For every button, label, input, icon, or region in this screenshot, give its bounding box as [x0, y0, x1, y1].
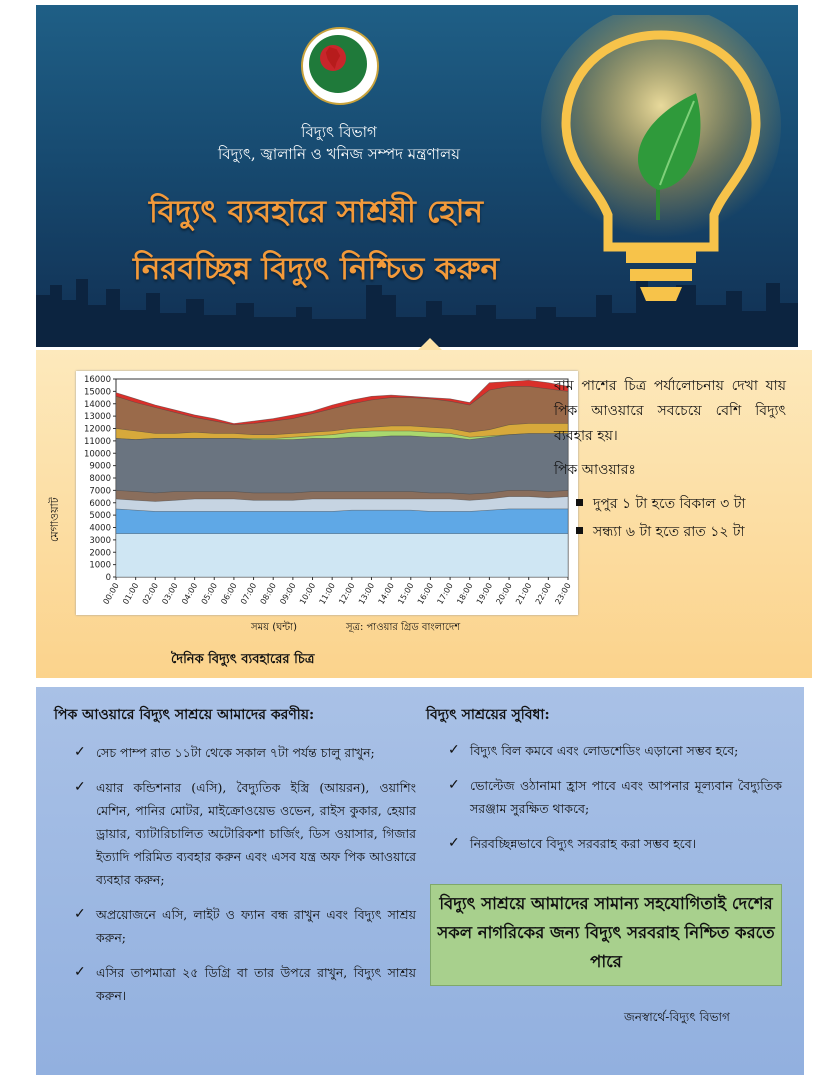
checkmark-icon: ✓: [74, 744, 86, 760]
y-tick-label: 15000: [83, 387, 111, 398]
ministry-name: বিদ্যুৎ, জ্বালানি ও খনিজ সম্পদ মন্ত্রণালয়: [218, 145, 460, 163]
x-tick-label: 00:00: [101, 581, 121, 606]
x-tick-label: 12:00: [337, 581, 357, 606]
x-tick-label: 10:00: [297, 581, 318, 606]
benefits-list: [448, 739, 782, 867]
x-tick-label: 23:00: [553, 581, 573, 606]
tips-panel: [36, 687, 804, 1075]
area-series: [116, 534, 568, 577]
x-tick-label: 17:00: [435, 581, 455, 606]
x-tick-label: 21:00: [514, 581, 534, 606]
y-tick-label: 6000: [89, 498, 111, 509]
callout-box: বিদ্যুৎ সাশ্রয়ে আমাদের সামান্য সহযোগিতাই দেশের সকল নাগরিকের জন্য বিদ্যুৎ সরবরাহ নিশ্চিত করতে পারে: [430, 884, 782, 986]
x-tick-label: 06:00: [219, 581, 239, 606]
slogan-line-2: নিরবচ্ছিন্ন বিদ্যুৎ নিশ্চিত করুন: [133, 251, 499, 287]
peak-hour-item: [576, 492, 745, 516]
x-tick-label: 22:00: [533, 581, 554, 606]
observation-text: বাম পাশের চিত্র পর্যালোচনায় দেখা যায় পিক আওয়ারে সবচেয়ে বেশি বিদ্যুৎ ব্যবহার হয়।: [554, 378, 786, 444]
list-item: [74, 776, 416, 891]
list-item: [448, 739, 782, 762]
checkmark-icon: ✓: [74, 779, 86, 795]
y-tick-label: 3000: [89, 535, 111, 546]
peak-hour-text: দুপুর ১ টা হতে বিকাল ৩ টা: [593, 496, 746, 512]
load-curve-chart: [76, 371, 578, 615]
list-item-text: অপ্রয়োজনে এসি, লাইট ও ফ্যান বন্ধ রাখুন এবং বিদ্যুৎ সাশ্রয় করুন;: [96, 907, 416, 945]
checkmark-icon: ✓: [448, 835, 460, 851]
x-tick-label: 16:00: [415, 581, 436, 606]
x-tick-label: 05:00: [199, 581, 219, 606]
government-seal-icon: [301, 27, 379, 105]
list-item-text: ভোল্টেজ ওঠানামা হ্রাস পাবে এবং আপনার মূল্যবান বৈদ্যুতিক সরঞ্জাম সুরক্ষিত থাকবে;: [470, 778, 782, 816]
list-item: [74, 741, 416, 764]
chart-container: [76, 371, 578, 615]
list-item-text: এয়ার কন্ডিশনার (এসি), বৈদ্যুতিক ইস্ত্রি (আয়রন), ওয়াশিং মেশিন, পানির মোটর, মাইক্রোওয়েভ ওভেন, রাইস কুকার, হেয়ার ড্রায়ার, ব্যাটারিচালিত অটোরিকশা চার্জিং, ডিস ওয়াসার, গিজার ইত্যাদি পরিমিত ব্যবহার করুন এবং এসব যন্ত্র অফ পিক আওয়ারে ব্যবহার করুন;: [96, 780, 416, 887]
x-tick-label: 04:00: [180, 581, 200, 606]
chart-caption: দৈনিক বিদ্যুৎ ব্যবহারের চিত্র: [171, 652, 315, 667]
x-tick-label: 13:00: [356, 581, 377, 606]
x-tick-label: 20:00: [494, 581, 514, 606]
light-bulb-leaf-icon: [536, 15, 786, 315]
list-item-text: সেচ পাম্প রাত ১১টা থেকে সকাল ৭টা পর্যন্ত চালু রাখুন;: [96, 745, 375, 760]
checkmark-icon: ✓: [448, 777, 460, 793]
y-tick-label: 2000: [89, 548, 111, 559]
x-tick-label: 01:00: [121, 581, 141, 606]
x-tick-label: 03:00: [160, 581, 180, 606]
y-tick-label: 9000: [89, 461, 111, 472]
benefits-title: বিদ্যুৎ সাশ্রয়ের সুবিধা:: [426, 707, 550, 723]
department-name: বিদ্যুৎ বিভাগ: [301, 123, 377, 141]
list-item: [448, 774, 782, 820]
chart-y-label: মেগাওয়াট: [48, 497, 61, 543]
x-tick-label: 19:00: [474, 581, 495, 606]
peak-hour-text: সন্ধ্যা ৬ টা হতে রাত ১২ টা: [593, 524, 745, 540]
peak-hours-title: পিক আওয়ারঃ: [554, 462, 636, 478]
y-tick-label: 1000: [89, 560, 111, 571]
banner: [36, 5, 798, 347]
checkmark-icon: ✓: [74, 964, 86, 980]
list-item: [448, 832, 782, 855]
y-tick-label: 13000: [83, 412, 111, 423]
bullet-square-icon: [576, 499, 583, 506]
chart-source: সূত্র: পাওয়ার গ্রিড বাংলাদেশ: [346, 622, 461, 633]
x-tick-label: 07:00: [238, 581, 259, 606]
bullet-square-icon: [576, 527, 583, 534]
list-item-text: নিরবচ্ছিন্নভাবে বিদ্যুৎ সরবরাহ করা সম্ভব হবে।: [470, 836, 697, 851]
y-tick-label: 10000: [83, 449, 111, 460]
y-tick-label: 14000: [83, 399, 111, 410]
x-tick-label: 02:00: [140, 581, 161, 606]
y-tick-label: 12000: [83, 424, 111, 435]
list-item: [74, 903, 416, 949]
actions-list: [74, 741, 416, 1019]
banner-pointer: [418, 338, 442, 350]
x-tick-label: 09:00: [278, 581, 298, 606]
x-tick-label: 18:00: [455, 581, 475, 606]
y-tick-label: 4000: [89, 523, 111, 534]
list-item-text: বিদ্যুৎ বিল কমবে এবং লোডশেডিং এড়ানো সম্ভব হবে;: [470, 743, 739, 758]
x-tick-label: 08:00: [258, 581, 278, 606]
chart-panel: [36, 350, 812, 678]
checkmark-icon: ✓: [74, 906, 86, 922]
signoff-text: জনস্বার্থে-বিদ্যুৎ বিভাগ: [624, 1010, 730, 1024]
checkmark-icon: ✓: [448, 742, 460, 758]
y-tick-label: 7000: [89, 486, 111, 497]
x-tick-label: 14:00: [376, 581, 396, 606]
x-tick-label: 11:00: [317, 581, 337, 606]
y-tick-label: 0: [105, 573, 111, 583]
y-tick-label: 5000: [89, 511, 111, 522]
y-tick-label: 16000: [83, 375, 111, 385]
list-item: [74, 961, 416, 1007]
y-tick-label: 8000: [89, 474, 111, 484]
y-tick-label: 11000: [83, 436, 111, 447]
x-tick-label: 15:00: [396, 581, 416, 606]
list-item-text: এসির তাপমাত্রা ২৫ ডিগ্রি বা তার উপরে রাখুন, বিদ্যুৎ সাশ্রয় করুন।: [96, 965, 416, 1003]
peak-hour-item: [576, 520, 745, 544]
slogan-line-1: বিদ্যুৎ ব্যবহারে সাশ্রয়ী হোন: [148, 194, 484, 230]
chart-x-label: সময় (ঘন্টা): [251, 622, 297, 633]
actions-title: পিক আওয়ারে বিদ্যুৎ সাশ্রয়ে আমাদের করণীয়:: [54, 707, 315, 723]
